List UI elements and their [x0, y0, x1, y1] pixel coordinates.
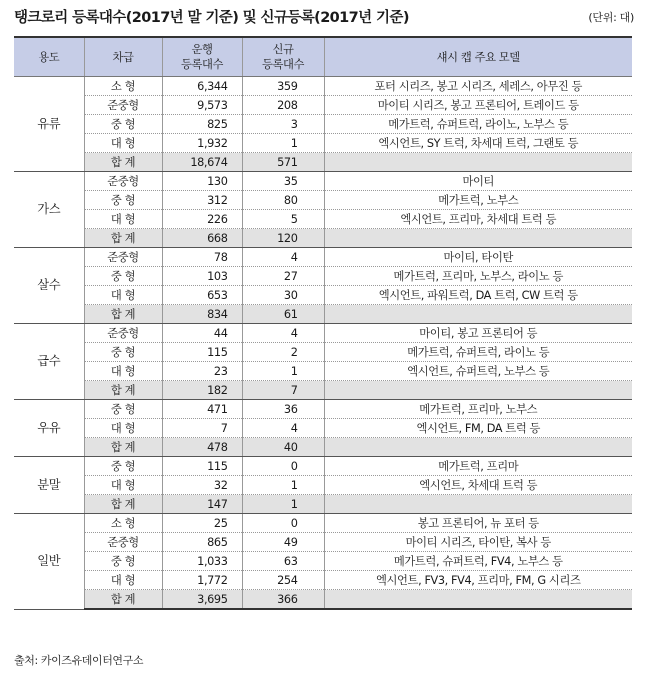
new-count-cell: 3 [242, 115, 324, 134]
size-cell: 대 형 [84, 286, 162, 305]
models-cell: 엑시언트, 차세대 트럭 등 [324, 476, 632, 495]
usage-cell: 분말 [14, 457, 84, 514]
operating-count-cell: 226 [162, 210, 242, 229]
size-cell: 대 형 [84, 419, 162, 438]
total-row [14, 229, 632, 248]
operating-count-cell: 834 [162, 305, 242, 324]
header-operating-line2: 등록대수 [180, 58, 224, 71]
table-title: 탱크로리 등록대수(2017년 말 기준) 및 신규등록(2017년 기준) [14, 10, 409, 26]
size-cell: 중 형 [84, 343, 162, 362]
table-row [14, 248, 632, 267]
operating-count-cell: 182 [162, 381, 242, 400]
operating-count-cell: 115 [162, 343, 242, 362]
operating-count-cell: 23 [162, 362, 242, 381]
operating-count-cell: 7 [162, 419, 242, 438]
table-row [14, 191, 632, 210]
models-cell [324, 495, 632, 514]
header-models: 섀시 캡 주요 모델 [324, 37, 632, 77]
header-new [242, 37, 324, 77]
models-cell [324, 305, 632, 324]
operating-count-cell: 312 [162, 191, 242, 210]
size-cell: 준중형 [84, 172, 162, 191]
models-cell: 메가트럭, 프리마, 노부스 [324, 400, 632, 419]
table-row [14, 343, 632, 362]
models-cell: 메가트럭, 노부스 [324, 191, 632, 210]
operating-count-cell: 103 [162, 267, 242, 286]
models-cell: 마이티 시리즈, 타이탄, 복사 등 [324, 533, 632, 552]
size-cell: 합 계 [84, 381, 162, 400]
models-cell: 마이티, 타이탄 [324, 248, 632, 267]
models-cell: 엑시언트, 프리마, 차세대 트럭 등 [324, 210, 632, 229]
size-cell: 중 형 [84, 552, 162, 571]
models-cell: 봉고 프론티어, 뉴 포터 등 [324, 514, 632, 533]
models-cell: 엑시언트, 파워트럭, DA 트럭, CW 트럭 등 [324, 286, 632, 305]
new-count-cell: 27 [242, 267, 324, 286]
usage-cell: 우유 [14, 400, 84, 457]
operating-count-cell: 478 [162, 438, 242, 457]
total-row [14, 305, 632, 324]
usage-cell: 유류 [14, 77, 84, 172]
size-cell: 중 형 [84, 115, 162, 134]
operating-count-cell: 865 [162, 533, 242, 552]
usage-cell: 가스 [14, 172, 84, 248]
models-cell: 엑시언트, SY 트럭, 차세대 트럭, 그랜토 등 [324, 134, 632, 153]
header-size: 차급 [84, 37, 162, 77]
new-count-cell: 5 [242, 210, 324, 229]
header-new-line2: 등록대수 [261, 58, 305, 71]
models-cell: 마이티, 봉고 프론티어 등 [324, 324, 632, 343]
models-cell: 메가트럭, 슈퍼트럭, FV4, 노부스 등 [324, 552, 632, 571]
new-count-cell: 40 [242, 438, 324, 457]
usage-cell: 급수 [14, 324, 84, 400]
table-row [14, 286, 632, 305]
size-cell: 소 형 [84, 77, 162, 96]
size-cell: 준중형 [84, 96, 162, 115]
operating-count-cell: 6,344 [162, 77, 242, 96]
total-row [14, 495, 632, 514]
table-row [14, 419, 632, 438]
size-cell: 대 형 [84, 476, 162, 495]
operating-count-cell: 18,674 [162, 153, 242, 172]
new-count-cell: 571 [242, 153, 324, 172]
size-cell: 준중형 [84, 533, 162, 552]
new-count-cell: 0 [242, 514, 324, 533]
usage-cell: 살수 [14, 248, 84, 324]
models-cell: 포터 시리즈, 봉고 시리즈, 세레스, 아무진 등 [324, 77, 632, 96]
new-count-cell: 30 [242, 286, 324, 305]
size-cell: 대 형 [84, 571, 162, 590]
table-body [14, 77, 632, 610]
models-cell [324, 229, 632, 248]
table-row [14, 96, 632, 115]
new-count-cell: 4 [242, 248, 324, 267]
new-count-cell: 359 [242, 77, 324, 96]
table-row [14, 571, 632, 590]
new-count-cell: 366 [242, 590, 324, 610]
models-cell [324, 438, 632, 457]
operating-count-cell: 825 [162, 115, 242, 134]
total-row [14, 381, 632, 400]
new-count-cell: 1 [242, 134, 324, 153]
operating-count-cell: 147 [162, 495, 242, 514]
size-cell: 합 계 [84, 590, 162, 610]
models-cell: 메가트럭, 프리마 [324, 457, 632, 476]
size-cell: 합 계 [84, 229, 162, 248]
total-row [14, 153, 632, 172]
new-count-cell: 254 [242, 571, 324, 590]
table-row [14, 324, 632, 343]
table-row [14, 400, 632, 419]
table-row [14, 476, 632, 495]
models-cell [324, 590, 632, 610]
new-count-cell: 63 [242, 552, 324, 571]
operating-count-cell: 471 [162, 400, 242, 419]
table-row [14, 362, 632, 381]
size-cell: 소 형 [84, 514, 162, 533]
usage-cell: 일반 [14, 514, 84, 610]
models-cell: 마이티 시리즈, 봉고 프론티어, 트레이드 등 [324, 96, 632, 115]
new-count-cell: 208 [242, 96, 324, 115]
size-cell: 합 계 [84, 495, 162, 514]
header-operating-line1: 운행 [191, 43, 213, 56]
table-row [14, 457, 632, 476]
models-cell [324, 381, 632, 400]
operating-count-cell: 115 [162, 457, 242, 476]
size-cell: 중 형 [84, 267, 162, 286]
new-count-cell: 4 [242, 324, 324, 343]
operating-count-cell: 44 [162, 324, 242, 343]
operating-count-cell: 32 [162, 476, 242, 495]
models-cell: 메가트럭, 슈퍼트럭, 라이노, 노부스 등 [324, 115, 632, 134]
models-cell: 메가트럭, 슈퍼트럭, 라이노 등 [324, 343, 632, 362]
header-row [14, 37, 632, 77]
size-cell: 합 계 [84, 305, 162, 324]
size-cell: 대 형 [84, 362, 162, 381]
operating-count-cell: 9,573 [162, 96, 242, 115]
table-row [14, 210, 632, 229]
new-count-cell: 2 [242, 343, 324, 362]
operating-count-cell: 25 [162, 514, 242, 533]
table-row [14, 552, 632, 571]
total-row [14, 590, 632, 610]
new-count-cell: 49 [242, 533, 324, 552]
size-cell: 합 계 [84, 153, 162, 172]
header-operating [162, 37, 242, 77]
table-row [14, 267, 632, 286]
operating-count-cell: 78 [162, 248, 242, 267]
new-count-cell: 36 [242, 400, 324, 419]
new-count-cell: 1 [242, 476, 324, 495]
size-cell: 중 형 [84, 457, 162, 476]
new-count-cell: 120 [242, 229, 324, 248]
models-cell: 엑시언트, 슈퍼트럭, 노부스 등 [324, 362, 632, 381]
operating-count-cell: 653 [162, 286, 242, 305]
new-count-cell: 1 [242, 495, 324, 514]
models-cell: 메가트럭, 프리마, 노부스, 라이노 등 [324, 267, 632, 286]
source-note: 출처: 카이즈유데이터연구소 [14, 654, 144, 667]
header-new-line1: 신규 [272, 43, 294, 56]
new-count-cell: 80 [242, 191, 324, 210]
size-cell: 준중형 [84, 248, 162, 267]
size-cell: 대 형 [84, 210, 162, 229]
new-count-cell: 7 [242, 381, 324, 400]
models-cell: 마이티 [324, 172, 632, 191]
models-cell [324, 153, 632, 172]
new-count-cell: 1 [242, 362, 324, 381]
table-row [14, 514, 632, 533]
operating-count-cell: 1,932 [162, 134, 242, 153]
table-row [14, 533, 632, 552]
size-cell: 합 계 [84, 438, 162, 457]
total-row [14, 438, 632, 457]
header-usage: 용도 [14, 37, 84, 77]
operating-count-cell: 3,695 [162, 590, 242, 610]
table-row [14, 115, 632, 134]
models-cell: 엑시언트, FV3, FV4, 프리마, FM, G 시리즈 [324, 571, 632, 590]
operating-count-cell: 1,033 [162, 552, 242, 571]
new-count-cell: 35 [242, 172, 324, 191]
size-cell: 대 형 [84, 134, 162, 153]
table-row [14, 134, 632, 153]
size-cell: 중 형 [84, 400, 162, 419]
operating-count-cell: 130 [162, 172, 242, 191]
size-cell: 중 형 [84, 191, 162, 210]
table-row [14, 77, 632, 96]
new-count-cell: 0 [242, 457, 324, 476]
unit-label: (단위: 대) [588, 11, 634, 24]
new-count-cell: 4 [242, 419, 324, 438]
new-count-cell: 61 [242, 305, 324, 324]
table-row [14, 172, 632, 191]
operating-count-cell: 1,772 [162, 571, 242, 590]
operating-count-cell: 668 [162, 229, 242, 248]
size-cell: 준중형 [84, 324, 162, 343]
registration-table [14, 36, 632, 610]
models-cell: 엑시언트, FM, DA 트럭 등 [324, 419, 632, 438]
